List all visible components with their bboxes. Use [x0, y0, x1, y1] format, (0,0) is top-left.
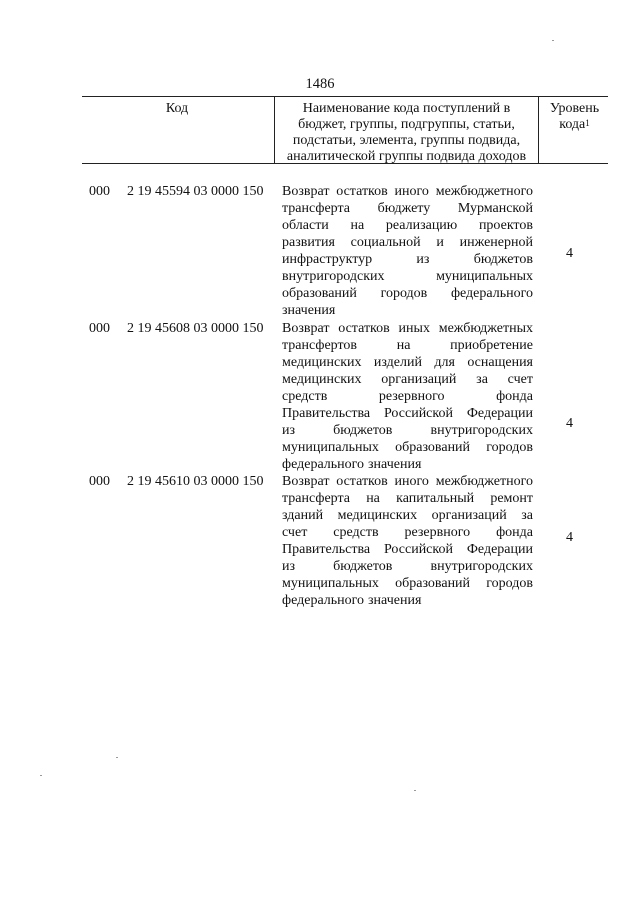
- row-name-word: проектов: [478, 218, 533, 233]
- scan-speck: [552, 40, 554, 41]
- row-name-line: [282, 200, 533, 217]
- row-name-word: области: [282, 218, 329, 233]
- row-name-word: остатков: [336, 184, 388, 199]
- row-name-word: бюджетов: [333, 423, 393, 438]
- row-name-word: из: [282, 423, 296, 438]
- footnote-marker: 1: [585, 118, 590, 128]
- header-name-line: Наименование кода поступлений в: [302, 101, 511, 116]
- row-name-line: [282, 558, 533, 575]
- row-name-line: [282, 405, 533, 422]
- row-name-word: развития: [282, 235, 335, 250]
- row-income-code: 2 19 45608 03 0000 150: [127, 321, 264, 336]
- row-name-word: Возврат: [282, 321, 330, 336]
- header-level: [541, 101, 608, 133]
- scan-speck: [414, 790, 416, 791]
- header-code: Код: [165, 101, 189, 116]
- row-name-word: для: [434, 355, 455, 370]
- row-name-word: оснащения: [467, 355, 533, 370]
- row-name-word: межбюджетного: [435, 474, 533, 489]
- row-name-word: средств: [333, 525, 379, 540]
- row-name-line: [282, 371, 533, 388]
- row-name-line: [282, 541, 533, 558]
- header-level-line2: кода$^1$: [559, 117, 590, 132]
- row-name-word: муниципальных: [282, 440, 379, 455]
- row-name-word: резервного: [404, 525, 471, 540]
- row-name-word: муниципальных: [436, 269, 533, 284]
- row-name-word: средств: [282, 389, 328, 404]
- row-name-word: Правительства: [282, 406, 371, 421]
- row-name-word: Российской: [383, 406, 453, 421]
- row-name-line: [282, 507, 533, 524]
- row-name: [282, 473, 533, 609]
- row-name-line: [282, 268, 533, 285]
- table-header: [82, 96, 608, 164]
- page-number: 1486: [305, 76, 335, 92]
- row-name-word: межбюджетных: [438, 321, 533, 336]
- header-name: [274, 97, 539, 163]
- row-name-word: на: [396, 338, 411, 353]
- row-name-word: Возврат: [282, 474, 330, 489]
- row-name: [282, 183, 533, 319]
- row-name-word: зданий: [282, 508, 324, 523]
- row-name-word: Правительства: [282, 542, 371, 557]
- row-name-word: федерального: [282, 457, 365, 472]
- row-name-word: на: [366, 491, 380, 506]
- row-name-word: значения: [282, 303, 336, 318]
- row-level: 4: [566, 246, 573, 261]
- row-admin-code: 000: [89, 184, 110, 199]
- row-name-line: [282, 320, 533, 337]
- row-name-word: инфраструктур: [282, 252, 373, 267]
- row-name-word: из: [416, 252, 430, 267]
- row-name-word: медицинских: [282, 372, 362, 387]
- row-name-word: медицинских: [282, 355, 362, 370]
- row-name-line: [282, 251, 533, 268]
- row-name-word: образований: [282, 286, 357, 301]
- row-name-word: значения: [368, 593, 422, 608]
- row-name-word: капитальный: [396, 491, 475, 506]
- header-name-line: бюджет, группы, подгруппы, статьи,: [298, 117, 515, 132]
- row-name-word: социальной: [350, 235, 421, 250]
- row-admin-code: 000: [89, 474, 110, 489]
- row-name-word: Федерации: [466, 406, 533, 421]
- row-name-line: [282, 234, 533, 251]
- row-name-word: инженерной: [459, 235, 533, 250]
- scan-speck: [116, 757, 118, 758]
- row-name: [282, 320, 533, 473]
- row-name-word: внутригородских: [282, 269, 385, 284]
- row-name-word: Федерации: [466, 542, 533, 557]
- row-name-word: на: [350, 218, 365, 233]
- row-name-word: реализацию: [385, 218, 458, 233]
- row-name-line: [282, 524, 533, 541]
- header-level-line1: Уровень: [549, 101, 600, 116]
- row-name-word: из: [282, 559, 296, 574]
- row-name-word: межбюджетного: [435, 184, 533, 199]
- row-name-word: остатков: [338, 321, 390, 336]
- row-name-word: трансфертов: [282, 338, 358, 353]
- row-name-word: за: [476, 372, 488, 387]
- row-name-word: счет: [507, 372, 533, 387]
- row-name-word: муниципальных: [282, 576, 379, 591]
- row-name-line: [282, 302, 533, 319]
- row-name-word: бюджету: [377, 201, 431, 216]
- row-name-word: внутригородских: [430, 559, 533, 574]
- row-name-word: бюджетов: [473, 252, 533, 267]
- row-name-word: и: [436, 235, 444, 250]
- row-name-word: остатков: [336, 474, 388, 489]
- row-name-line: [282, 490, 533, 507]
- row-name-line: [282, 337, 533, 354]
- row-name-word: иного: [394, 184, 429, 199]
- row-name-word: Мурманской: [457, 201, 533, 216]
- row-name-word: городов: [380, 286, 428, 301]
- row-name-word: значения: [368, 457, 422, 472]
- row-name-word: Российской: [383, 542, 453, 557]
- row-name-line: [282, 422, 533, 439]
- row-name-word: Возврат: [282, 184, 330, 199]
- row-name-line: [282, 354, 533, 371]
- row-name-word: трансферта: [282, 491, 350, 506]
- row-name-word: организаций: [431, 508, 507, 523]
- row-name-word: за: [521, 508, 533, 523]
- row-name-word: внутригородских: [430, 423, 533, 438]
- row-name-word: городов: [486, 576, 533, 591]
- row-name-line: [282, 439, 533, 456]
- row-name-word: резервного: [378, 389, 445, 404]
- row-admin-code: 000: [89, 321, 110, 336]
- row-name-line: [282, 388, 533, 405]
- header-name-line: аналитической группы подвида доходов: [286, 149, 527, 164]
- row-income-code: 2 19 45594 03 0000 150: [127, 184, 264, 199]
- row-name-word: образований: [395, 440, 471, 455]
- row-name-line: [282, 456, 533, 473]
- row-name-word: организаций: [381, 372, 457, 387]
- row-name-line: [282, 285, 533, 302]
- row-level: 4: [566, 416, 573, 431]
- row-name-word: иных: [398, 321, 430, 336]
- row-name-word: образований: [395, 576, 471, 591]
- row-name-word: приобретение: [450, 338, 533, 353]
- row-name-word: фонда: [496, 525, 533, 540]
- row-name-word: городов: [486, 440, 533, 455]
- row-name-word: бюджетов: [333, 559, 393, 574]
- row-name-line: [282, 575, 533, 592]
- row-name-line: [282, 183, 533, 200]
- row-name-word: трансферта: [282, 201, 350, 216]
- row-name-word: федерального: [450, 286, 533, 301]
- row-name-line: [282, 473, 533, 490]
- row-name-word: изделий: [373, 355, 422, 370]
- row-name-word: иного: [394, 474, 429, 489]
- row-name-word: медицинских: [337, 508, 418, 523]
- scan-speck: [40, 775, 42, 776]
- row-name-word: фонда: [496, 389, 533, 404]
- row-level: 4: [566, 530, 573, 545]
- row-income-code: 2 19 45610 03 0000 150: [127, 474, 264, 489]
- row-name-line: [282, 217, 533, 234]
- row-name-word: ремонт: [490, 491, 533, 506]
- row-name-line: [282, 592, 533, 609]
- row-name-word: счет: [282, 525, 308, 540]
- row-name-word: федерального: [282, 593, 365, 608]
- header-name-line: подстатьи, элемента, группы подвида,: [292, 133, 521, 148]
